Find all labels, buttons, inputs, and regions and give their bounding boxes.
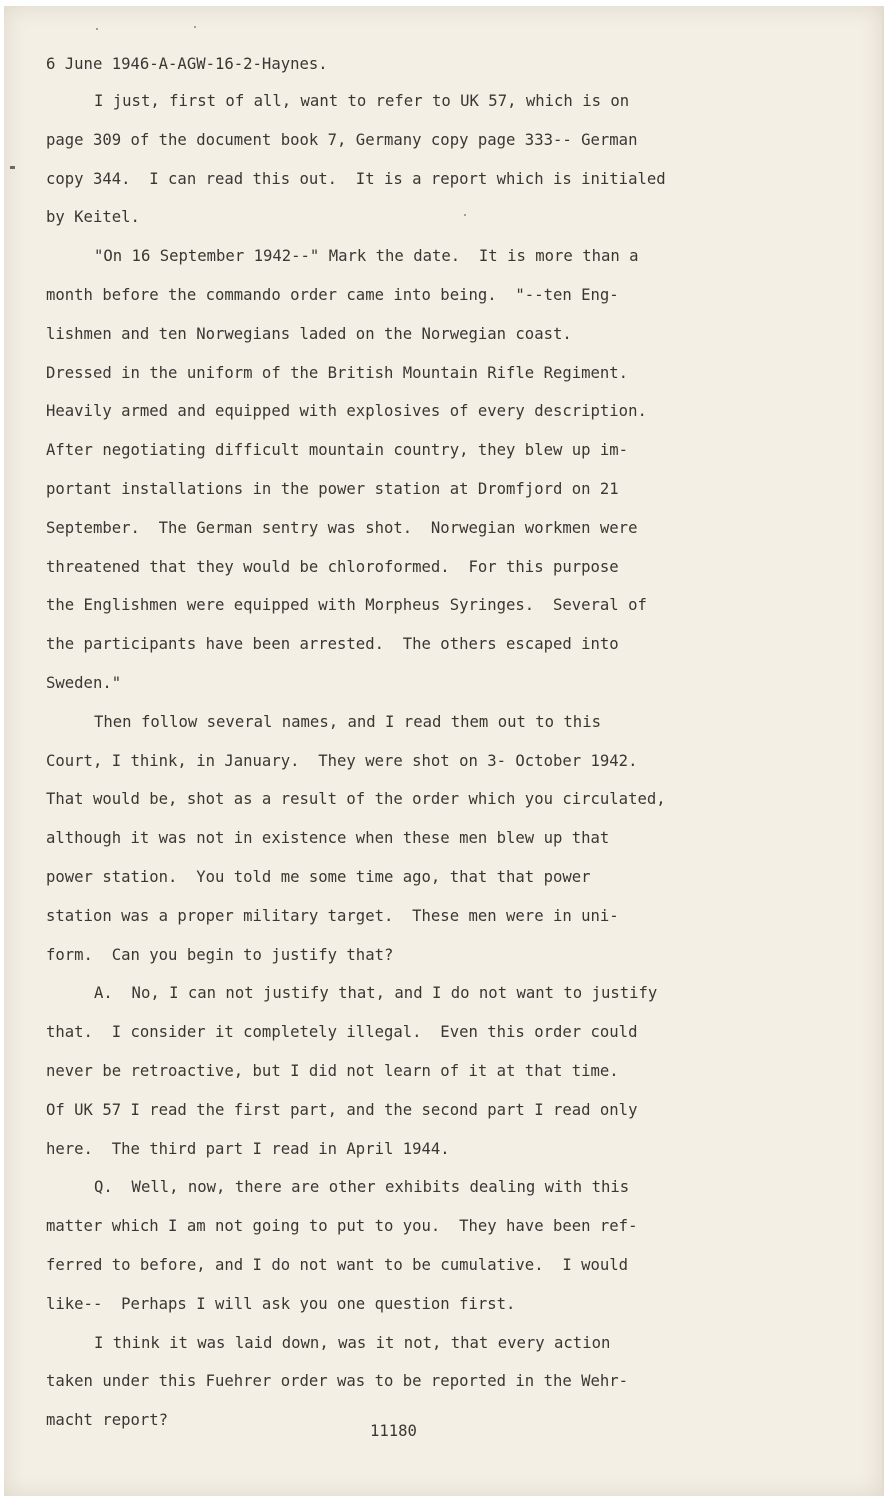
- text-line: page 309 of the document book 7, Germany copy page 333-- German: [46, 130, 638, 149]
- text-line: although it was not in existence when these men blew up that: [46, 829, 610, 848]
- transcript-lines: [46, 82, 836, 1440]
- text-line: Q. Well, now, there are other exhibits dealing with this: [94, 1178, 630, 1197]
- text-line: Dressed in the uniform of the British Mountain Rifle Regiment.: [46, 363, 629, 382]
- text-line: Court, I think, in January. They were shot on 3- October 1942.: [46, 751, 638, 770]
- text-line: A. No, I can not justify that, and I do not want to justify: [94, 984, 658, 1003]
- text-line: taken under this Fuehrer order was to be reported in the Wehr-: [46, 1372, 629, 1391]
- text-line: station was a proper military target. These men were in uni-: [46, 906, 619, 925]
- text-line: matter which I am not going to put to you. They have been ref-: [46, 1217, 638, 1236]
- text-line: I just, first of all, want to refer to UK 57, which is on: [94, 92, 630, 110]
- text-line: here. The third part I read in April 1944.: [46, 1139, 450, 1158]
- text-line: September. The German sentry was shot. Norwegian workmen were: [46, 518, 638, 537]
- page-header: 6 June 1946-A-AGW-16-2-Haynes.: [46, 55, 328, 73]
- text-line: threatened that they would be chloroformed. For this purpose: [46, 557, 619, 576]
- page-number: 11180: [370, 1422, 417, 1440]
- typed-page: [4, 6, 884, 1496]
- transcript-body: [46, 46, 836, 1440]
- text-line: lishmen and ten Norwegians laded on the Norwegian coast.: [46, 324, 572, 343]
- text-line: After negotiating difficult mountain country, they blew up im-: [46, 441, 629, 460]
- margin-mark: [10, 166, 15, 169]
- text-line: that. I consider it completely illegal. Even this order could: [46, 1023, 638, 1042]
- text-line: power station. You told me some time ago, that that power: [46, 867, 591, 886]
- paper-speck: [194, 26, 196, 28]
- text-line: portant installations in the power station at Dromfjord on 21: [46, 479, 619, 498]
- text-line: month before the commando order came into being. "--ten Eng-: [46, 285, 619, 304]
- text-line: the Englishmen were equipped with Morpheus Syringes. Several of: [46, 596, 647, 615]
- text-line: "On 16 September 1942--" Mark the date. It is more than a: [94, 247, 639, 266]
- text-line: Of UK 57 I read the first part, and the second part I read only: [46, 1100, 638, 1119]
- text-line: That would be, shot as a result of the order which you circulated,: [46, 790, 666, 809]
- text-line: the participants have been arrested. The others escaped into: [46, 635, 619, 654]
- text-line: form. Can you begin to justify that?: [46, 945, 394, 964]
- text-line: by Keitel.: [46, 208, 140, 227]
- text-line: Heavily armed and equipped with explosives of every description.: [46, 402, 647, 421]
- text-line: ferred to before, and I do not want to be cumulative. I would: [46, 1255, 629, 1274]
- text-line: Then follow several names, and I read them out to this: [94, 712, 601, 731]
- text-line: copy 344. I can read this out. It is a report which is initialed: [46, 169, 666, 188]
- text-line: never be retroactive, but I did not learn of it at that time.: [46, 1061, 619, 1080]
- paper-speck: [96, 28, 98, 30]
- text-line: like-- Perhaps I will ask you one question first.: [46, 1294, 516, 1313]
- text-line: macht report?: [46, 1411, 169, 1430]
- text-line: I think it was laid down, was it not, that every action: [94, 1333, 611, 1352]
- text-line: Sweden.": [46, 673, 122, 692]
